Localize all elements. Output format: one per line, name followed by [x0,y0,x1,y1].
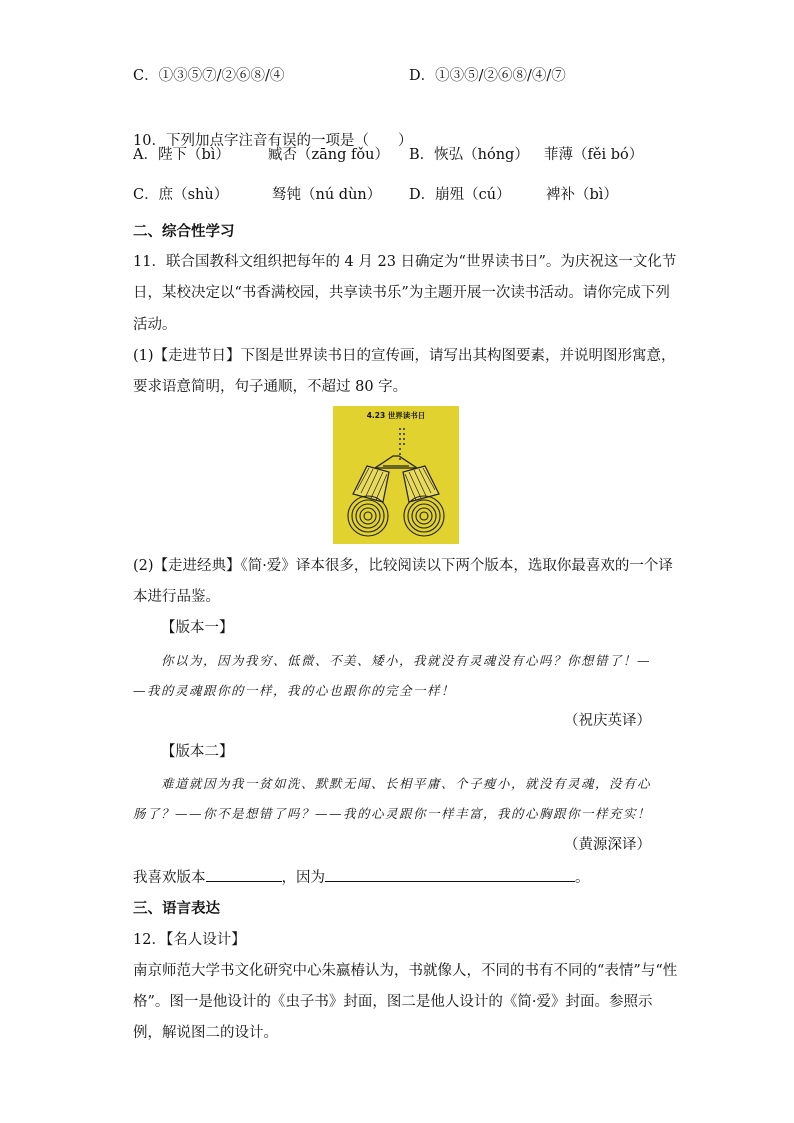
version-1-line1: 你以为，因为我穷、低微、不美、矮小，我就没有灵魂没有心吗？你想错了！— [161,653,652,668]
version-2-line2: 肠了？——你不是想错了吗？——我的心灵跟你一样丰富，我的心胸跟你一样充实！ [133,806,652,821]
q11-sub2-line1: (2)【走进经典】《简·爱》译本很多，比较阅读以下两个版本，选取你最喜欢的一个译 [133,558,673,574]
q10-option-b2: 菲薄（fěi bó） [544,147,644,163]
answer-blank-reason[interactable] [325,867,575,882]
q11-sub1-line1: (1)【走进节日】下图是世界读书日的宣传画，请写出其构图要素，并说明图形寓意， [133,348,676,364]
answer-line [133,867,590,888]
q12-line1: 南京师范大学书文化研究中心朱嬴椿认为，书就像人，不同的书有不同的“表情”与“性 [133,963,678,979]
q11-sub1-line2: 要求语意简明，句子通顺，不超过 80 字。 [133,379,408,395]
answer-blank-version[interactable] [206,867,282,882]
answer-because: ，因为 [281,870,325,886]
q10-option-a1: A．陛下（bì） [133,147,230,163]
poster-title: 4.23 世界读书日 [366,411,426,420]
version-1-label: 【版本一】 [161,620,234,636]
answer-end: 。 [575,870,590,886]
binocular-books-illustration [333,406,459,544]
q10-option-d2: 裨补（bì） [546,187,618,203]
q12-line2: 格”。图一是他设计的《虫子书》封面，图二是他人设计的《简·爱》封面。参照示 [133,994,653,1010]
q11-line1: 11．联合国教科文组织把每年的 4 月 23 日确定为“世界读书日”。为庆祝这一文化节 [133,254,677,270]
world-book-day-poster [333,406,459,544]
section-2-title: 二、综合性学习 [133,224,235,240]
version-2-line1: 难道就因为我一贫如洗、默默无闻、长相平庸、个子瘦小，就没有灵魂，没有心 [161,776,652,791]
q9-option-c: C．①③⑤⑦/②⑥⑧/④ [133,68,285,84]
q10-stem: 10．下列加点字注音有误的一项是（ ） [133,133,413,149]
q11-line2: 日，某校决定以“书香满校园，共享读书乐”为主题开展一次读书活动。请你完成下列 [133,285,670,301]
version-2-label: 【版本二】 [161,744,234,760]
q10-option-c1: C．庶（shù） [133,187,229,203]
q11-sub2-line2: 本进行品鉴。 [133,589,220,605]
q9-option-d: D．①③⑤/②⑥⑧/④/⑦ [409,68,566,84]
q10-option-c2: 驽钝（nú dùn） [272,187,382,203]
version-2-translator: （黄源深译） [564,837,651,853]
q10-option-b1: B．恢弘（hóng） [409,147,529,163]
q11-line3: 活动。 [133,317,177,333]
q12-title: 12．【名人设计】 [133,932,246,948]
q10-option-a2: 臧否（zāng fǒu） [268,147,389,163]
version-1-translator: （祝庆英译） [564,713,651,729]
version-1-line2: —我的灵魂跟你的一样，我的心也跟你的完全一样！ [133,683,456,698]
q12-line3: 例，解说图二的设计。 [133,1025,278,1041]
answer-prefix: 我喜欢版本 [133,870,206,886]
section-3-title: 三、语言表达 [133,901,220,917]
q10-option-d1: D．崩殂（cú） [409,187,511,203]
